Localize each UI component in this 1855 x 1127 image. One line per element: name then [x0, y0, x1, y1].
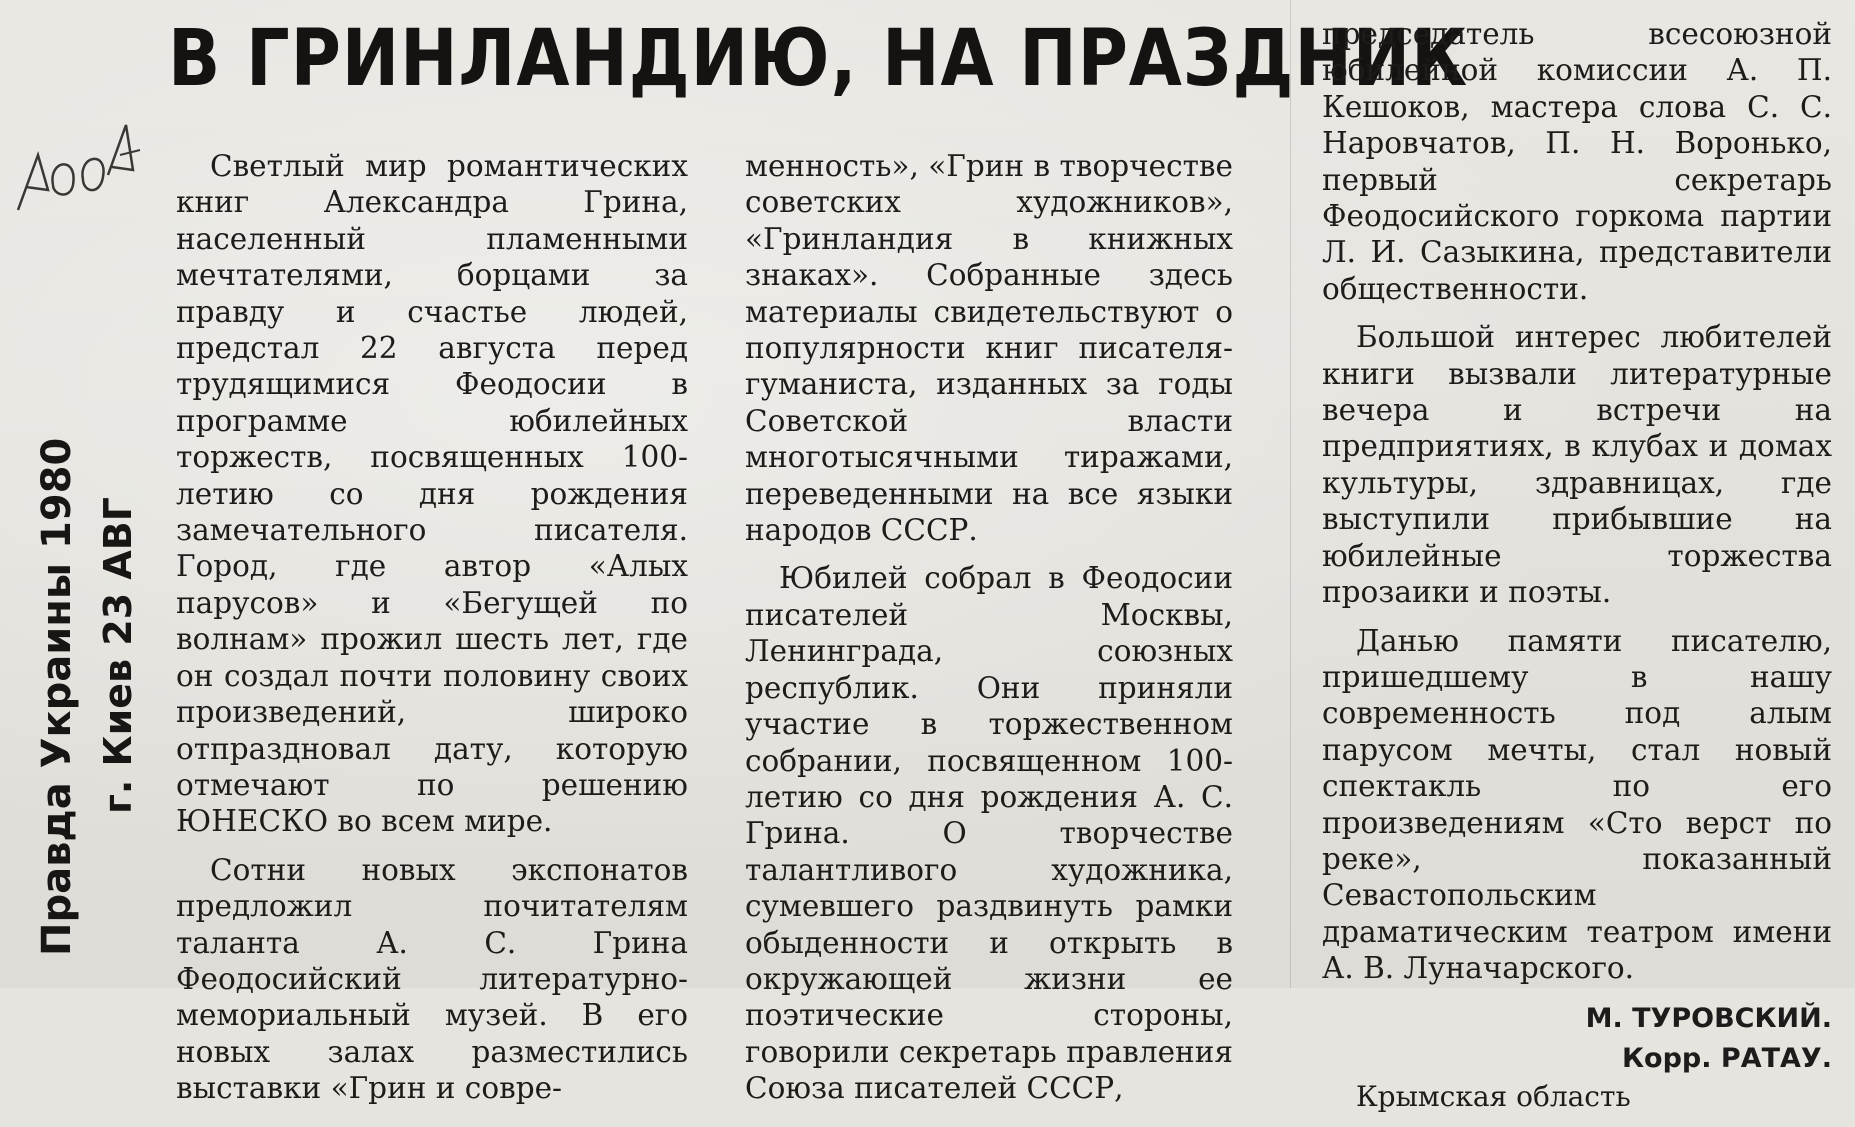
handwritten-note [8, 115, 148, 225]
article-paragraph: Данью памяти писателю, пришедшему в нашу современность под алым парусом мечты, стал новый спектакль по его произведениям «Сто верст по реке», показанный Севастопольским драматическим театром имени А. В. Луначарского. [1322, 623, 1832, 986]
author-signature: М. ТУРОВСКИЙ. [1585, 1002, 1832, 1034]
author-role: Корр. РАТАУ. [1621, 1042, 1832, 1074]
article-paragraph: менность», «Грин в творчестве советских художников», «Гринландия в книжных знаках». Собранные здесь материалы свидетельствуют о популярности книг писателя-гуманиста, изданных за годы Советской власти многотысячными тиражами, переведенными на все языки народов СССР. [745, 149, 1233, 548]
article-column-3 [1322, 16, 1832, 1127]
article-paragraph: Светлый мир романтических книг Александра Грина, населенный пламенными мечтателями, борцами за правду и счастье людей, предстал 22 августа перед трудящимися Феодосии в программе юбилейных торжеств, посвященных 100-летию со дня рождения замечательного писателя. Город, где автор «Алых парусов» и «Бегущей по волнам» прожил шесть лет, где он создал почти половину своих произведений, широко отпраздновал дату, которую отмечают по решению ЮНЕСКО во всем мире. [176, 149, 688, 839]
article-column-2 [745, 148, 1233, 1119]
article-paragraph: Большой интерес любителей книги вызвали литературные вечера и встречи на предприятиях, в клубах и домах культуры, здравницах, где выступили прибывшие на юбилейные торжества прозаики и поэты. [1322, 320, 1832, 610]
stamp-newspaper-date: Правда Украины 1980 [34, 437, 80, 956]
article-paragraph: Юбилей собрал в Феодосии писателей Москвы, Ленинграда, союзных республик. Они приняли участие в торжественном собрании, посвященном 100-летию со дня рождения А. С. Грина. О творчестве талантливого художника, сумевшего раздвинуть рамки обыденности и открыть в окружающей жизни ее поэтические стороны, говорили секретарь правления Союза писателей СССР, [745, 561, 1233, 1106]
region-line: Крымская область [1356, 1079, 1631, 1113]
article-headline: В ГРИНЛАНДИЮ, НА ПРАЗДНИК [168, 14, 1469, 104]
article-paragraph: председатель всесоюзной юбилейной комиссии А. П. Кешоков, мастера слова С. С. Наровчатов, П. Н. Воронько, первый секретарь Феодосийского горкома партии Л. И. Сазыкина, представители общественности. [1322, 17, 1832, 306]
column-divider [1290, 0, 1291, 988]
article-column-1 [176, 148, 688, 1119]
article-paragraph: Сотни новых экспонатов предложил почитателям таланта А. С. Грина Феодосийский литературно-мемориальный музей. В его новых залах разместились выставки «Грин и совре- [176, 852, 688, 1106]
stamp-city-date: г. Киев 23 АВГ [96, 497, 140, 814]
